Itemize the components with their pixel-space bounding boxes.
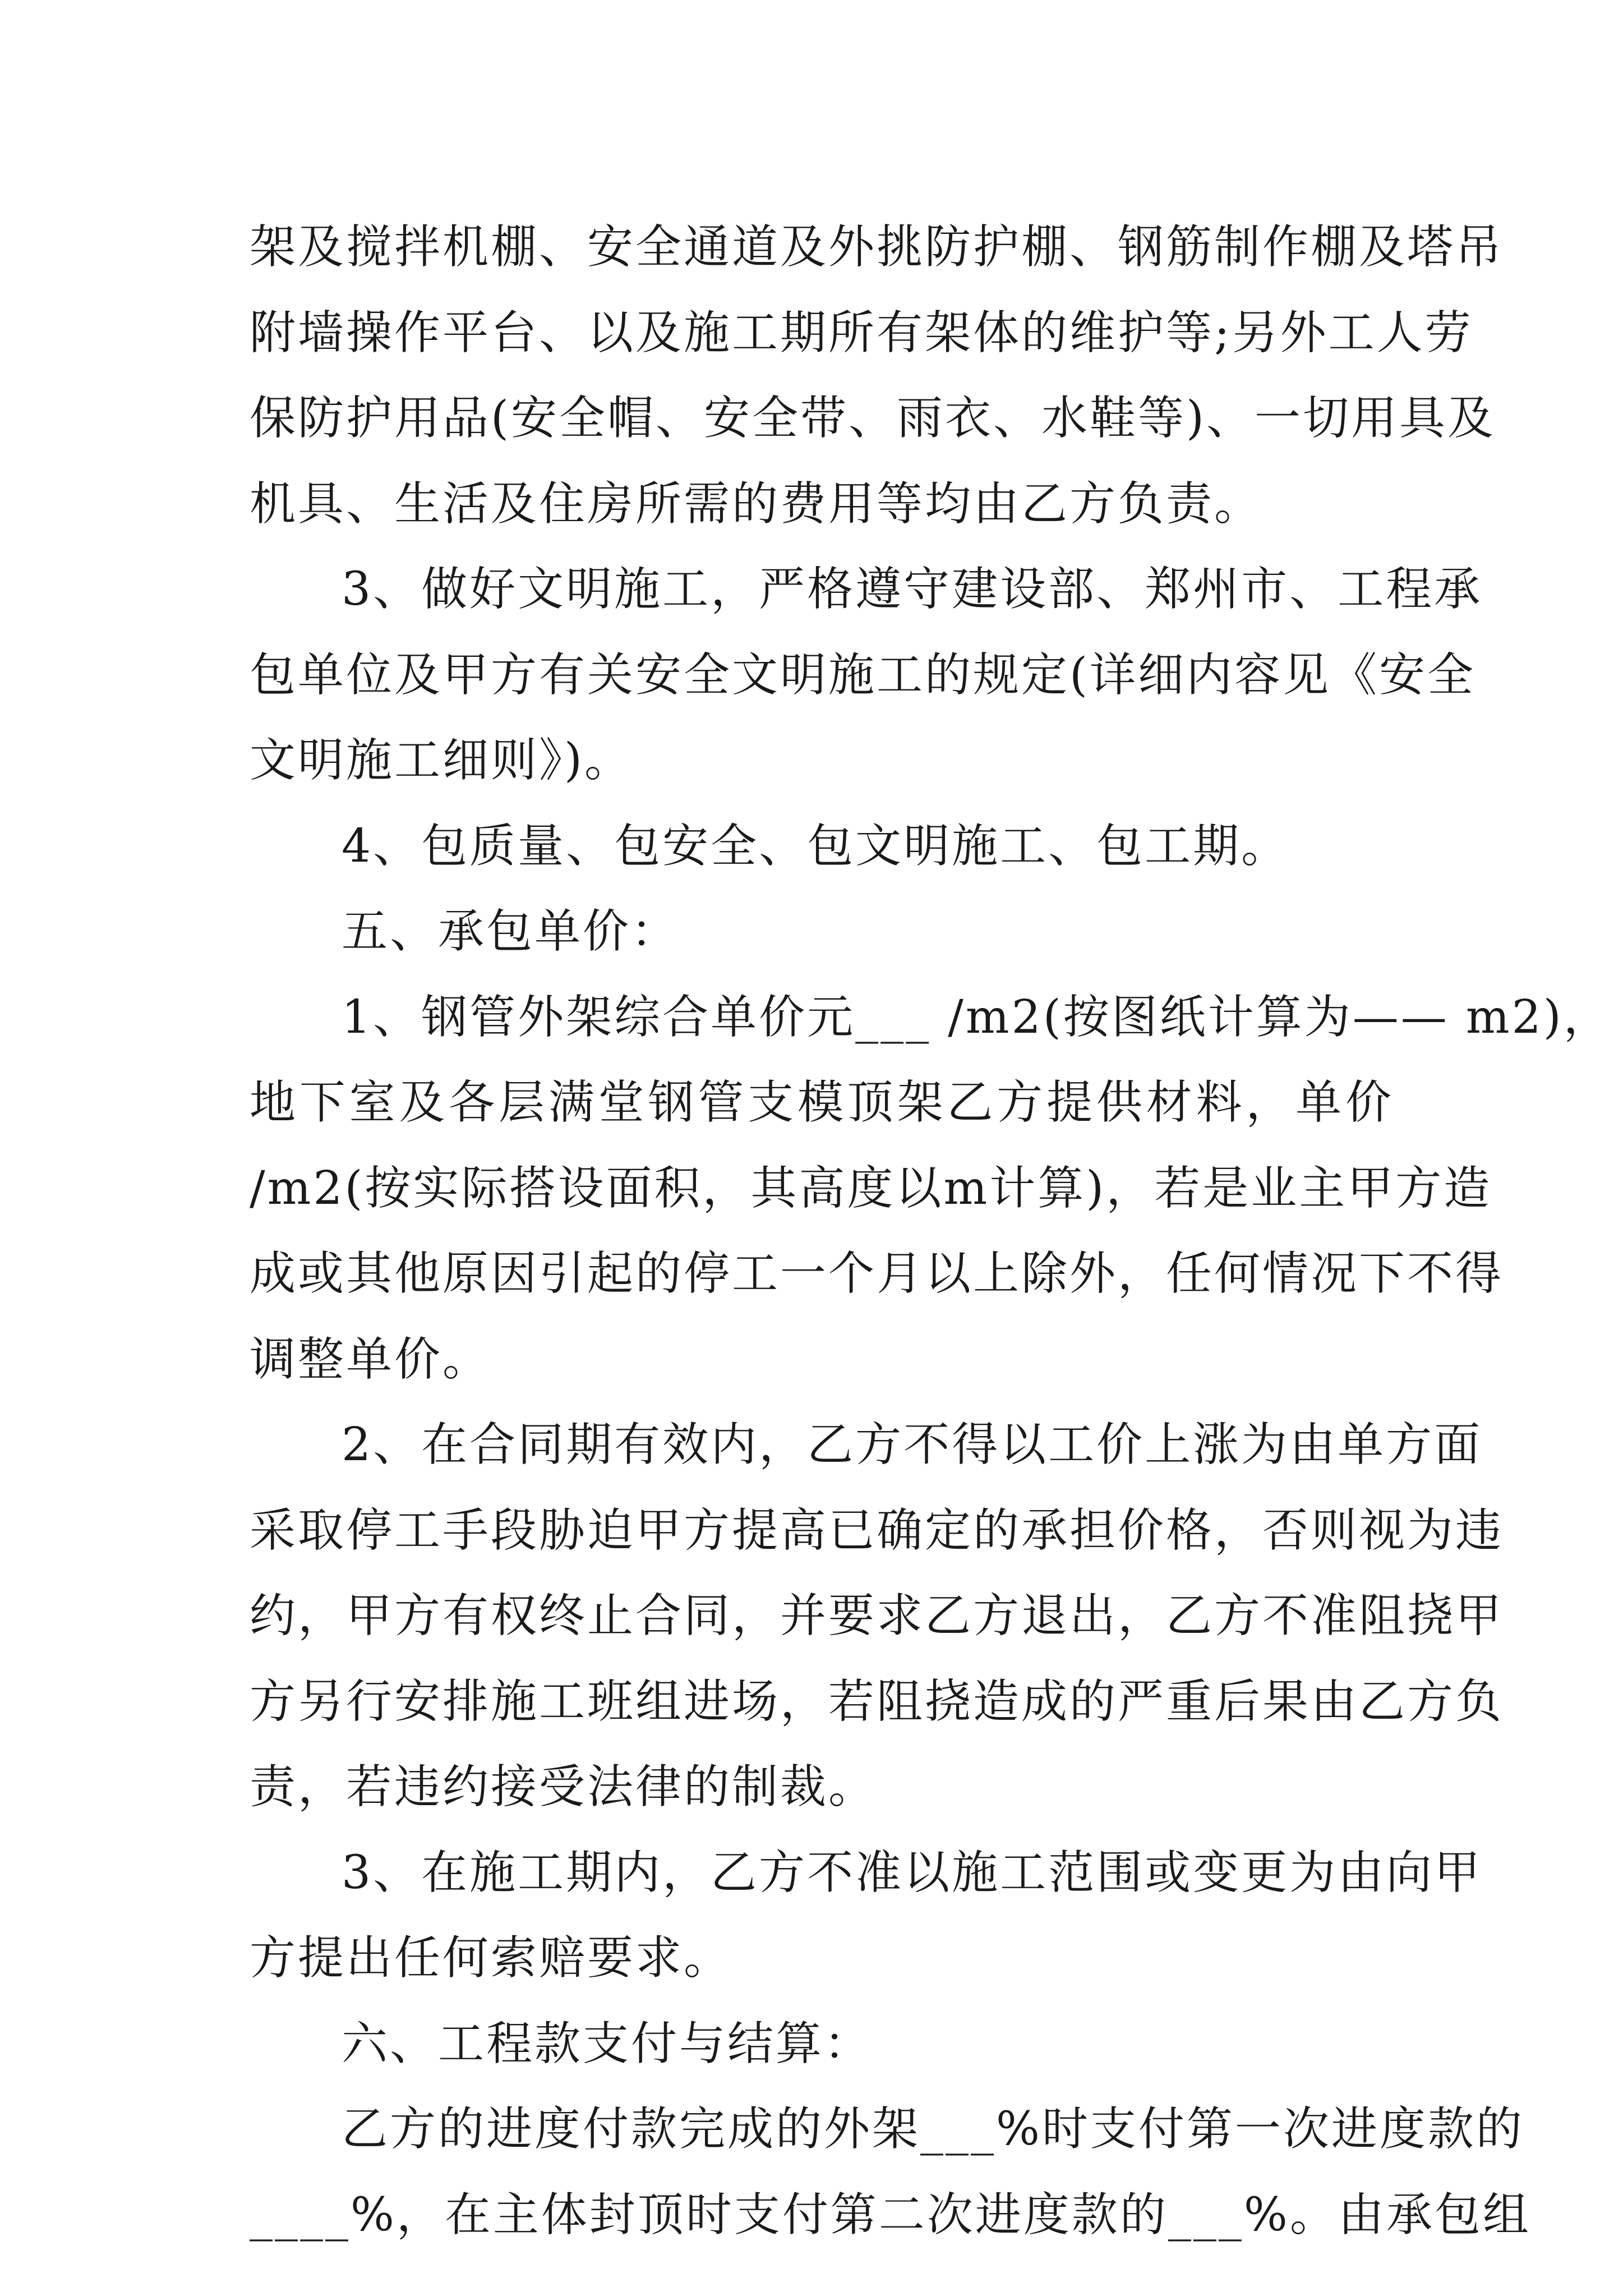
text-line: 3、在施工期内，乙方不准以施工范围或变更为由向甲 (342, 1846, 1483, 1899)
text-line: 架及搅拌机棚、安全通道及外挑防护棚、钢筋制作棚及塔吊 (250, 220, 1504, 274)
paragraph (250, 2087, 1531, 2258)
text-line: 1、钢管外架综合单价元___ /m2(按图纸计算为—— m2)， (342, 990, 1612, 1044)
document-body (250, 205, 1612, 2258)
paragraph (250, 547, 1483, 804)
text-line: 责，若违约接受法律的制裁。 (250, 1760, 877, 1814)
text-line: 采取停工手段胁迫甲方提高已确定的承担价格，否则视为违 (250, 1503, 1504, 1557)
paragraph (250, 975, 1612, 1403)
text-line: 3、做好文明施工，严格遵守建设部、郑州市、工程承 (342, 563, 1483, 616)
paragraph (250, 804, 1394, 890)
paragraph (250, 205, 1504, 547)
text-line: 五、承包单价： (342, 905, 680, 958)
paragraph (250, 889, 1394, 975)
paragraph (250, 1830, 1483, 2001)
paragraph (250, 1402, 1504, 1830)
text-line: /m2(按实际搭设面积，其高度以m计算)，若是业主甲方造 (250, 1161, 1492, 1215)
text-line: 成或其他原因引起的停工一个月以上除外，任何情况下不得 (250, 1247, 1504, 1300)
text-line: 文明施工细则》)。 (250, 734, 633, 787)
text-line: 方提出任何索赔要求。 (250, 1931, 732, 1985)
text-line: 2、在合同期有效内，乙方不得以工价上涨为由单方面 (342, 1418, 1483, 1471)
text-line: 附墙操作平台、以及施工期所有架体的维护等;另外工人劳 (250, 306, 1473, 360)
text-line: 地下室及各层满堂钢管支模顶架乙方提供材料，单价 (250, 1076, 1394, 1129)
text-line: 约，甲方有权终止合同，并要求乙方退出，乙方不准阻挠甲 (250, 1589, 1504, 1642)
text-line: ____%，在主体封顶时支付第二次进度款的___%。由承包组 (250, 2188, 1531, 2242)
text-line: 保防护用品(安全帽、安全带、雨衣、水鞋等)、一切用具及 (250, 392, 1496, 445)
text-line: 乙方的进度付款完成的外架___%时支付第一次进度款的 (342, 2102, 1524, 2156)
text-line: 六、工程款支付与结算： (342, 2017, 873, 2070)
text-line: 方另行安排施工班组进场，若阻挠造成的严重后果由乙方负 (250, 1674, 1504, 1728)
paragraph (250, 2001, 1394, 2087)
text-line: 调整单价。 (250, 1332, 491, 1386)
text-line: 4、包质量、包安全、包文明施工、包工期。 (342, 819, 1290, 873)
text-line: 机具、生活及住房所需的费用等均由乙方负责。 (250, 477, 1263, 531)
text-line: 包单位及甲方有关安全文明施工的规定(详细内容见《安全 (250, 648, 1476, 702)
